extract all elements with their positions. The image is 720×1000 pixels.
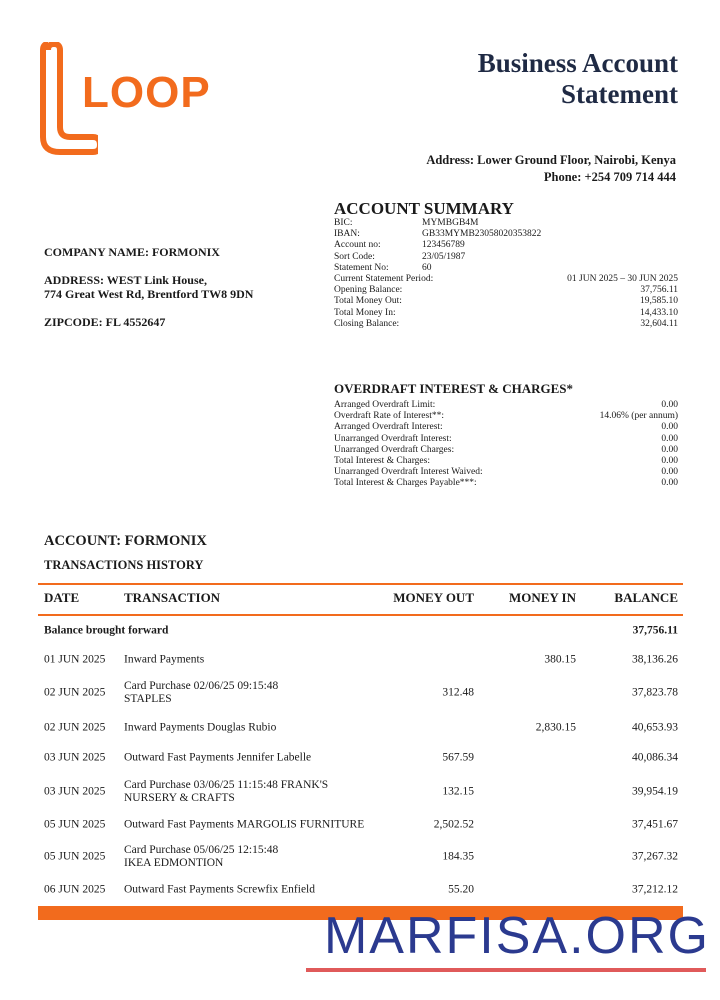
header-transaction: TRANSACTION [124, 590, 221, 605]
loop-logo [38, 42, 211, 157]
table-row [44, 812, 678, 838]
closing-label: Closing Balance: [334, 318, 400, 329]
header-money-out: MONEY OUT [393, 590, 474, 605]
row-balance: 39,954.19 [632, 785, 678, 798]
overdraft-row [334, 422, 678, 433]
overdraft-row [334, 434, 678, 445]
customer-details [44, 245, 253, 329]
overdraft-heading: OVERDRAFT INTEREST & CHARGES* [334, 381, 573, 396]
opening-label: Opening Balance: [334, 285, 403, 296]
summary-row [334, 296, 678, 307]
table-row [44, 877, 678, 903]
overdraft-label: Total Interest & Charges: [334, 456, 430, 467]
row-transaction [124, 884, 364, 897]
row-balance: 37,212.12 [632, 883, 678, 896]
money-out-label: Total Money Out: [334, 296, 402, 307]
iban-value: GB33MYMB23058020353822 [422, 229, 542, 240]
closing-value: 32,604.11 [640, 318, 678, 329]
row-date: 05 JUN 2025 [44, 850, 106, 863]
table-row [44, 775, 678, 809]
row-money-out: 567.59 [442, 751, 474, 764]
row-money-in: 380.15 [544, 653, 576, 666]
overdraft-label: Overdraft Rate of Interest**: [334, 411, 444, 422]
money-in-label: Total Money In: [334, 307, 396, 318]
statement-label: Statement No: [334, 262, 389, 273]
row-date: 01 JUN 2025 [44, 653, 106, 666]
overdraft-value: 0.00 [661, 400, 678, 410]
overdraft-label: Unarranged Overdraft Charges: [334, 444, 455, 455]
money-in-value: 14,433.10 [640, 307, 678, 318]
table-row [44, 715, 678, 741]
statement-value: 60 [422, 262, 432, 273]
bank-phone: Phone: +254 709 714 444 [543, 170, 676, 184]
history-heading: TRANSACTIONS HISTORY [44, 558, 204, 572]
period-value: 01 JUN 2025 – 30 JUN 2025 [567, 274, 678, 285]
overdraft-row [334, 400, 678, 411]
bic-label: BIC: [334, 218, 353, 228]
opening-value: 37,756.11 [640, 285, 678, 296]
account-heading: ACCOUNT: FORMONIX [44, 533, 207, 549]
summary-row [334, 308, 678, 319]
row-date: 02 JUN 2025 [44, 721, 106, 734]
header-date: DATE [44, 590, 80, 605]
row-money-out: 2,502.52 [433, 818, 474, 831]
sort-value: 23/05/1987 [422, 251, 466, 262]
summary-row [334, 285, 678, 296]
row-transaction-line1: Card Purchase 02/06/25 09:15:48 [124, 680, 279, 692]
watermark: MARFISA.ORG [323, 907, 710, 965]
brought-forward-balance: 37,756.11 [632, 624, 678, 637]
overdraft-label: Unarranged Overdraft Interest Waived: [334, 467, 483, 478]
row-date: 03 JUN 2025 [44, 785, 106, 798]
row-transaction [124, 680, 364, 706]
summary-row [334, 319, 678, 330]
row-money-out: 55.20 [448, 883, 474, 896]
row-money-in: 2,830.15 [535, 721, 576, 734]
overdraft-value: 0.00 [661, 467, 678, 478]
overdraft-row [334, 456, 678, 467]
overdraft-label: Arranged Overdraft Interest: [334, 422, 443, 433]
row-money-out: 312.48 [442, 686, 474, 699]
bic-value: MYMBGB4M [422, 218, 479, 228]
overdraft-row [334, 467, 678, 478]
row-date: 03 JUN 2025 [44, 751, 106, 764]
period-label: Current Statement Period: [334, 274, 434, 285]
header-balance: BALANCE [614, 590, 678, 605]
watermark-underline [306, 968, 706, 972]
row-balance: 37,451.67 [632, 818, 678, 831]
brought-forward-row [44, 620, 678, 642]
row-transaction-line1: Outward Fast Payments MARGOLIS FURNITURE [124, 818, 365, 831]
overdraft-row [334, 445, 678, 456]
account-value: 123456789 [422, 240, 465, 251]
row-transaction-line2: STAPLES [124, 693, 172, 705]
row-money-out: 132.15 [442, 785, 474, 798]
row-transaction-line1: Outward Fast Payments Jennifer Labelle [124, 751, 312, 764]
overdraft-value: 0.00 [661, 478, 678, 489]
overdraft-section [334, 380, 678, 490]
summary-row [334, 263, 678, 274]
row-transaction [124, 654, 364, 667]
row-transaction [124, 722, 364, 735]
company-name: COMPANY NAME: FORMONIX [44, 245, 220, 259]
row-transaction [124, 779, 364, 805]
table-row [44, 744, 678, 772]
bank-contact [330, 152, 676, 186]
document-title: Business Account Statement [477, 48, 678, 109]
account-summary [334, 200, 678, 330]
table-header [44, 590, 678, 612]
bank-address: Address: Lower Ground Floor, Nairobi, Kenya [426, 153, 676, 167]
summary-row [334, 218, 678, 229]
row-transaction-line2: NURSERY & CRAFTS [124, 792, 235, 804]
row-money-out: 184.35 [442, 850, 474, 863]
table-header-rule [38, 614, 683, 616]
row-date: 06 JUN 2025 [44, 883, 106, 896]
row-transaction-line2: IKEA EDMONTION [124, 857, 224, 869]
row-transaction [124, 752, 364, 765]
overdraft-label: Total Interest & Charges Payable***: [334, 478, 477, 489]
summary-row [334, 240, 678, 251]
row-transaction-line1: Outward Fast Payments Screwfix Enfield [124, 883, 315, 896]
table-row [44, 647, 678, 673]
account-label: Account no: [334, 240, 381, 251]
overdraft-row [334, 411, 678, 422]
overdraft-value: 14.06% (per annum) [599, 411, 678, 422]
address-line-1: ADDRESS: WEST Link House, [44, 273, 207, 287]
brand-name: LOOP [82, 68, 211, 117]
row-transaction-line1: Card Purchase 03/06/25 11:15:48 FRANK'S [124, 779, 329, 791]
address-line-2: 774 Great West Rd, Brentford TW8 9DN [44, 287, 254, 301]
money-out-value: 19,585.10 [640, 296, 678, 307]
overdraft-value: 0.00 [661, 456, 678, 467]
row-date: 02 JUN 2025 [44, 686, 106, 699]
overdraft-row [334, 478, 678, 489]
row-transaction [124, 819, 374, 832]
sort-label: Sort Code: [334, 251, 375, 262]
brought-forward-label: Balance brought forward [44, 624, 169, 637]
table-row [44, 676, 678, 710]
overdraft-value: 0.00 [661, 433, 678, 444]
zipcode: ZIPCODE: FL 4552647 [44, 315, 166, 329]
row-balance: 40,086.34 [632, 751, 678, 764]
overdraft-label: Unarranged Overdraft Interest: [334, 433, 452, 444]
overdraft-value: 0.00 [661, 422, 678, 433]
summary-row [334, 252, 678, 263]
overdraft-value: 0.00 [661, 444, 678, 455]
row-transaction-line1: Inward Payments [124, 653, 205, 666]
row-balance: 37,267.32 [632, 850, 678, 863]
summary-row [334, 274, 678, 285]
row-transaction-line1: Inward Payments Douglas Rubio [124, 721, 277, 734]
header-money-in: MONEY IN [508, 590, 576, 605]
overdraft-label: Arranged Overdraft Limit: [334, 400, 436, 410]
row-transaction-line1: Card Purchase 05/06/25 12:15:48 [124, 844, 279, 856]
row-transaction [124, 844, 364, 870]
row-balance: 38,136.26 [632, 653, 678, 666]
row-date: 05 JUN 2025 [44, 818, 106, 831]
summary-heading: ACCOUNT SUMMARY [334, 199, 514, 218]
row-balance: 37,823.78 [632, 686, 678, 699]
table-top-rule [38, 583, 683, 585]
iban-label: IBAN: [334, 229, 360, 240]
row-balance: 40,653.93 [632, 721, 678, 734]
summary-row [334, 229, 678, 240]
table-row [44, 840, 678, 874]
